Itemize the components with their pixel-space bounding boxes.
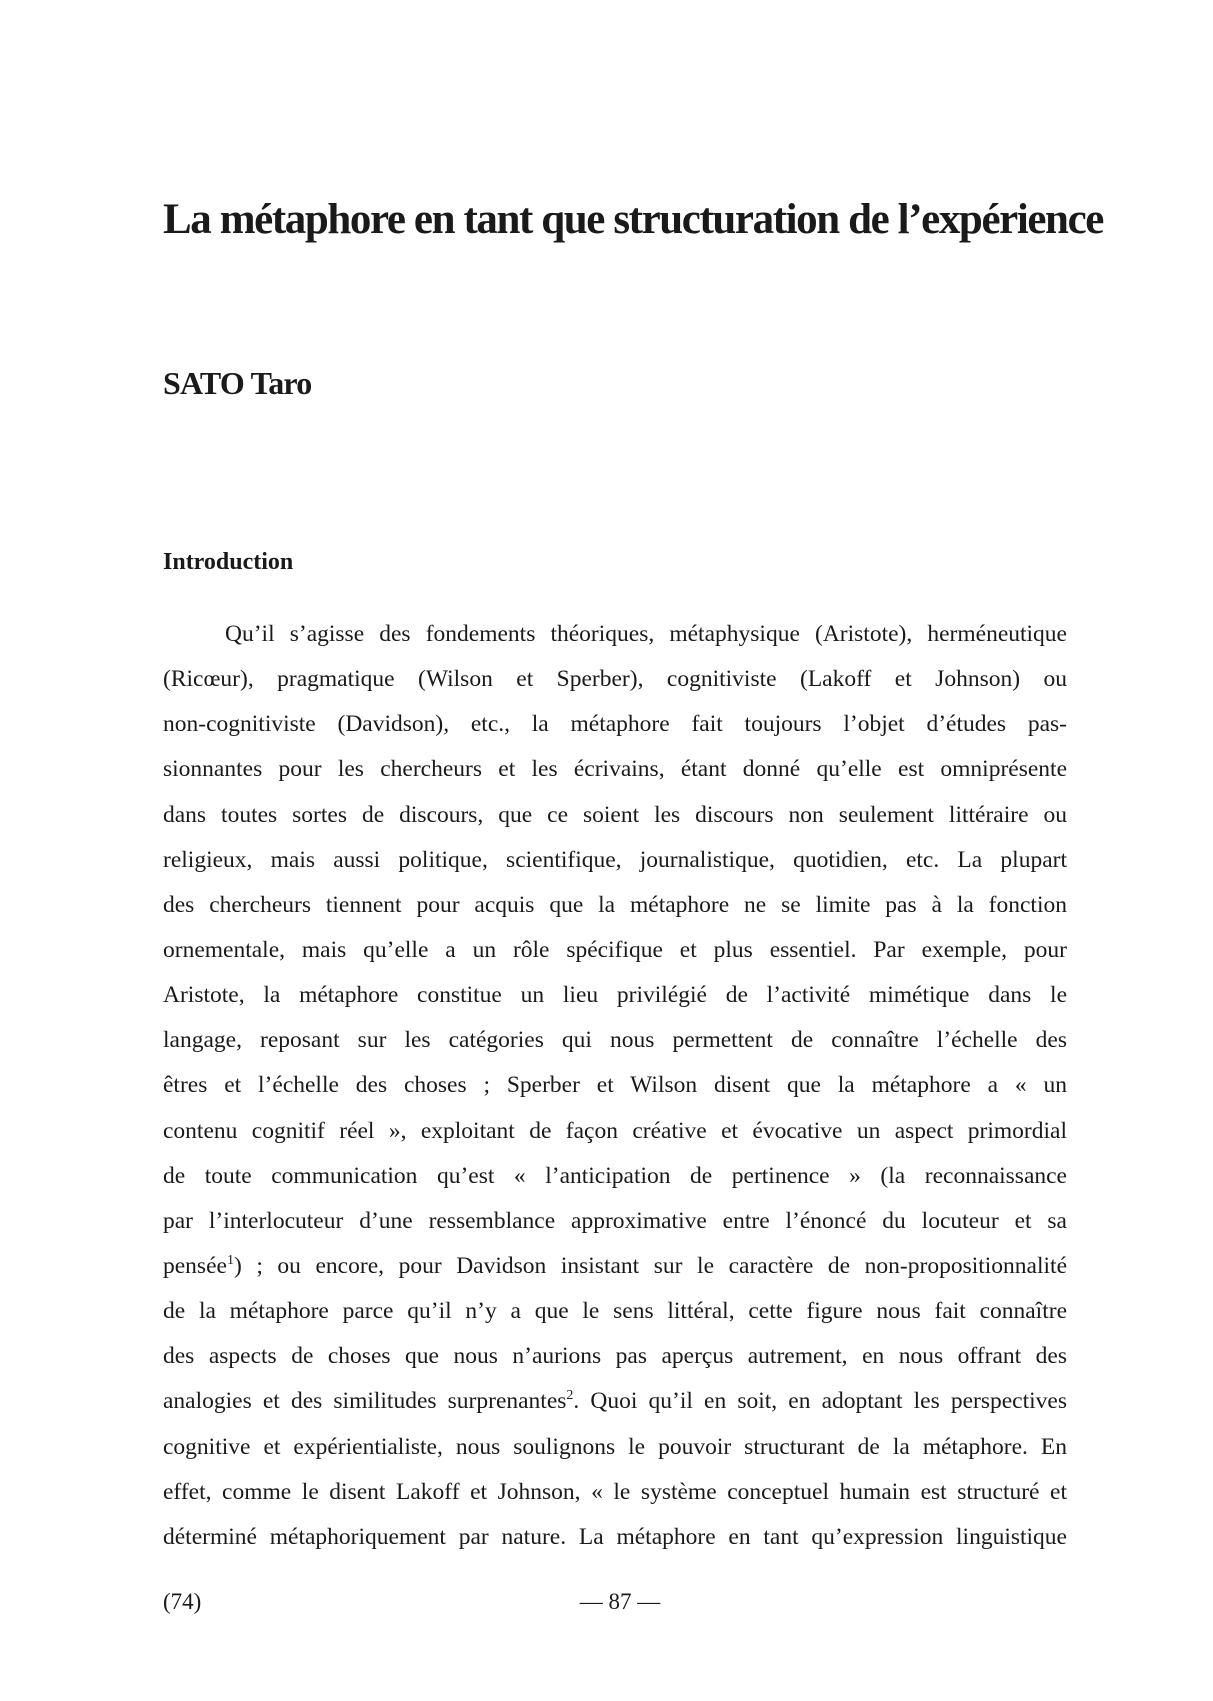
paragraph-line: par l’interlocuteur d’une ressemblance approximative entre l’énoncé du locuteur et sa xyxy=(163,1207,1067,1234)
paragraph-line: êtres et l’échelle des choses ; Sperber et Wilson disent que la métaphore a « un xyxy=(163,1072,1067,1099)
paragraph-line-with-footnote xyxy=(163,1379,1067,1424)
line-text: pensée xyxy=(163,1252,227,1279)
paragraph-line: effet, comme le disent Lakoff et Johnson, « le système conceptuel humain est structuré et xyxy=(163,1478,1067,1505)
paragraph-line: sionnantes pour les chercheurs et les écrivains, étant donné qu’elle est omniprésente xyxy=(163,756,1067,783)
paragraph-line: Qu’il s’agisse des fondements théoriques, métaphysique (Aristote), herméneutique xyxy=(225,621,1067,647)
footnote-ref-1: 1 xyxy=(226,1252,234,1268)
paragraph-line: des aspects de choses que nous n’aurions pas aperçus autrement, en nous offrant des xyxy=(163,1343,1067,1370)
paragraph-line: des chercheurs tiennent pour acquis que la métaphore ne se limite pas à la fonction xyxy=(163,891,1067,918)
paragraph-line: contenu cognitif réel », exploitant de façon créative et évocative un aspect primordial xyxy=(163,1117,1067,1144)
paragraph-line: (Ricœur), pragmatique (Wilson et Sperber), cognitiviste (Lakoff et Johnson) ou xyxy=(163,666,1067,693)
paragraph-line: déterminé métaphoriquement par nature. La métaphore en tant qu’expression linguistique xyxy=(163,1523,1067,1550)
line-text: analogies et des similitudes surprenantes xyxy=(163,1388,567,1415)
footnote-ref-2: 2 xyxy=(566,1388,574,1404)
paragraph-line: religieux, mais aussi politique, scientifique, journalistique, quotidien, etc. La plupart xyxy=(163,846,1067,873)
paragraph-line: langage, reposant sur les catégories qui nous permettent de connaître l’échelle des xyxy=(163,1027,1067,1054)
line-text: . Quoi qu’il en soit, en adoptant les perspectives xyxy=(573,1388,1067,1415)
paragraph-line: de la métaphore parce qu’il n’y a que le sens littéral, cette figure nous fait connaître xyxy=(163,1298,1067,1325)
section-heading: Introduction xyxy=(163,549,294,575)
paragraph-line: cognitive et expérientialiste, nous soulignons le pouvoir structurant de la métaphore. En xyxy=(163,1433,1067,1460)
body-paragraph xyxy=(163,612,1067,1560)
article-title: La métaphore en tant que structuration de l’expérience xyxy=(163,196,1103,243)
paragraph-line: de toute communication qu’est « l’anticipation de pertinence » (la reconnaissance xyxy=(163,1162,1067,1189)
paragraph-line: Aristote, la métaphore constitue un lieu privilégié de l’activité mimétique dans le xyxy=(163,982,1067,1009)
original-page-number: (74) xyxy=(163,1589,202,1614)
line-text: ) ; ou encore, pour Davidson insistant sur le caractère de non-propositionnalité xyxy=(233,1252,1067,1279)
paragraph-line: dans toutes sortes de discours, que ce soient les discours non seulement littéraire ou xyxy=(163,801,1067,828)
page-number: — 87 — xyxy=(579,1589,661,1614)
author-name: SATO Taro xyxy=(163,365,312,401)
paragraph-line: non-cognitiviste (Davidson), etc., la métaphore fait toujours l’objet d’études pas- xyxy=(163,711,1067,738)
paragraph-line: ornementale, mais qu’elle a un rôle spécifique et plus essentiel. Par exemple, pour xyxy=(163,936,1067,963)
paragraph-line-with-footnote xyxy=(163,1244,1067,1289)
